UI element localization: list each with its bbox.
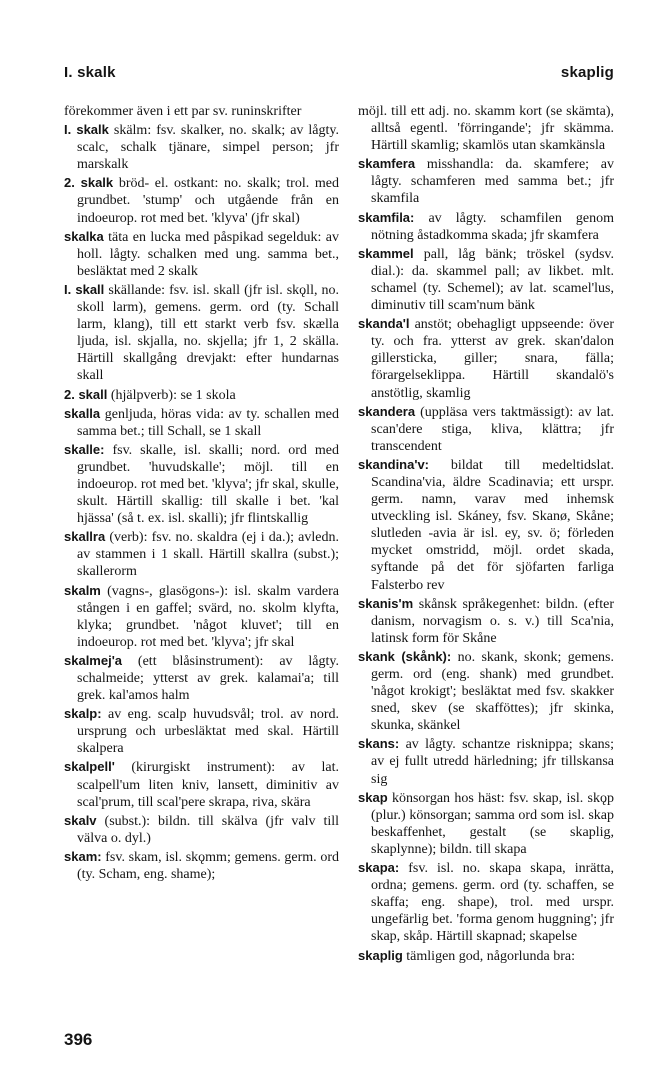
entry-headword: skam: <box>64 848 102 864</box>
dictionary-entry <box>64 528 339 580</box>
entry-text: av eng. scalp huvudsvål; trol. av nord. ursprung och urbesläktat med skal. Härtill skalpera <box>77 707 340 757</box>
entry-headword: skalp: <box>64 706 102 722</box>
entry-headword: skaplig <box>358 947 403 963</box>
entry-headword: skalpell' <box>64 759 115 775</box>
right-column <box>358 103 614 966</box>
dictionary-entry <box>64 386 339 404</box>
dictionary-entry <box>64 652 339 704</box>
entry-text: bröd- el. ostkant: no. skalk; trol. med grundbet. 'stump' och utgående från en indoeurop. rot med bet. 'klyva' (jfr skal) <box>77 176 339 226</box>
dictionary-entry <box>358 245 614 314</box>
entry-text: (uppläsa vers taktmässigt): av lat. scan'dere stiga, kliva, klättra; jfr transcendent <box>371 404 614 454</box>
entry-headword: skamfera <box>358 156 416 172</box>
entry-text: genljuda, höras vida: av ty. schallen med samma bet.; till Schall, se 1 skall <box>77 406 339 439</box>
dictionary-entry <box>64 758 339 810</box>
dictionary-entry <box>64 812 339 847</box>
entry-headword: skapa: <box>358 860 400 876</box>
entry-text: (verb): fsv. no. skaldra (ej i da.); avledn. av stammen i 1 skall. Härtill skallra (subst.); skallerorm <box>77 530 339 580</box>
dictionary-entry <box>64 103 339 120</box>
running-head-right: skaplig <box>560 64 614 81</box>
dictionary-entry <box>64 441 339 527</box>
dictionary-entry <box>358 403 614 455</box>
entry-text: no. skank, skonk; gemens. germ. ord (eng. shank) med grundbet. 'något krokigt'; besläktat med fsv. skakker sned, skev (se skafföttes); jfr skinka, skunka, skänkel <box>371 649 615 734</box>
entry-text: skälm: fsv. skalker, no. skalk; av lågty. scalc, schalk tjänare, simpel person; jfr marskalk <box>77 123 340 173</box>
dictionary-entry <box>358 103 614 154</box>
entry-headword: skalmej'a <box>64 652 123 668</box>
dictionary-entry <box>358 789 614 858</box>
entry-headword: skammel <box>358 245 414 261</box>
entry-headword: skalv <box>64 812 97 828</box>
entry-text: pall, låg bänk; tröskel (sydsv. dial.): da. skammel pall; av likbet. mlt. schamel (ty. Schemel); av lat. scamel'lus, diminutiv till scam'num bänk <box>371 246 614 314</box>
entry-headword: I. skall <box>64 281 105 297</box>
dictionary-entry <box>64 405 339 440</box>
entry-text: bildat till medeltidslat. Scandina'via, äldre Scadinavia; ett urspr. germ. namn, varav med inhemsk utveckling isl. Skáney, fsv. Skanø, Skåne; slutleden -avia är isl. ey, sv. ö; förleden mycket omstridd, möjl. ordet skada, syftande på det för sjöfarten farliga Falsterbo rev <box>371 457 614 593</box>
entry-headword: skanis'm <box>358 595 414 611</box>
entry-headword: skallra <box>64 529 106 545</box>
entry-text: tämligen god, någorlunda bra: <box>406 948 576 964</box>
entry-text: (hjälpverb): se 1 skola <box>110 387 236 403</box>
entry-text: täta en lucka med påspikad segelduk: av holl. lågty. schalken med ung. samma bet., besläktat med 2 skalk <box>77 229 340 279</box>
dictionary-entry <box>64 848 339 883</box>
entry-text: av lågty. schantze risknippa; skans; av ej fullt utredd härledning; jfr tillskansa sig <box>371 737 615 787</box>
entry-headword: skans: <box>358 736 400 752</box>
dictionary-entry <box>64 281 339 385</box>
entry-text: fsv. isl. no. skapa skapa, inrätta, ordna; gemens. germ. ord (ty. schaffen, se skaffa; eng. shape), trol. med urspr. ungefärlig bet. 'forma genom huggning'; jfr skap, skåp. Härtill skapnad; skapelse <box>371 861 614 945</box>
entry-headword: skandina'v: <box>358 456 430 472</box>
entry-text: skånsk språkegenhet: bildn. (efter danism, norvagism o. s. v.) till Sca'nia, latinsk form för Skåne <box>371 596 614 646</box>
dictionary-entry <box>358 155 614 207</box>
entry-text: könsorgan hos häst: fsv. skap, isl. skǫp (plur.) könsorgan; samma ord som isl. skap beskaffenhet, gestalt (se skaplig, skaplynne); bildn. till skapa <box>371 790 615 857</box>
entry-text: av lågty. schamfilen genom nötning åstadkomma skada; jfr skamfera <box>371 210 614 243</box>
entry-text: (vagns-, glasögons-): isl. skalm vardera stången i en gaffel; svärd, no. skolm klyfta, klyka; grundbet. 'något kluvet'; till en indoeurop. rot med bet. 'klyva'; jfr skal <box>77 583 340 650</box>
entry-text: anstöt; obehagligt uppseende: över ty. och fra. ytterst av grek. skan'dalon gillersticka, giller; snara, fälla; förargelseklippa. Härtill skandalö's anstötlig, skamlig <box>371 317 614 401</box>
entry-text: fsv. skam, isl. skǫmm; gemens. germ. ord (ty. Scham, eng. shame); <box>77 849 340 883</box>
dictionary-entry <box>358 735 614 787</box>
entry-headword: skandera <box>358 403 416 419</box>
dictionary-entry <box>358 456 614 594</box>
entry-headword: I. skalk <box>64 122 109 138</box>
dictionary-entry <box>64 705 339 757</box>
dictionary-entry <box>358 648 614 734</box>
left-column <box>64 103 339 884</box>
entry-headword: skank (skånk): <box>358 648 452 664</box>
running-head-left: I. skalk <box>64 64 116 81</box>
dictionary-entry <box>358 947 614 965</box>
entry-headword: skalka <box>64 228 104 244</box>
entry-headword: skanda'l <box>358 316 410 332</box>
entry-text: förekommer även i ett par sv. runinskrifter <box>64 104 302 119</box>
entry-headword: skamfila: <box>358 209 415 225</box>
dictionary-entry <box>64 121 339 173</box>
dictionary-entry <box>64 174 339 226</box>
dictionary-entry <box>64 582 339 651</box>
page-number: 396 <box>64 1030 93 1049</box>
entry-text: (ett blåsinstrument): av lågty. schalmeide; ytterst av grek. kalamai'a; till grek. kal'amos halm <box>77 653 339 704</box>
entry-text: (subst.): bildn. till skälva (jfr valv till välva o. dyl.) <box>77 813 339 846</box>
entry-headword: skalm <box>64 582 101 598</box>
entry-text: skällande: fsv. isl. skall (jfr isl. skǫll, no. skoll larm), gemens. germ. ord (ty. Schall larm, klang), till ett starkt verb fsv. skælla ljuda, isl. skjalla, no. skjella; jfr 1, 2 skälla. Härtill skallgång drevjakt: efter hundarnas skall <box>77 282 339 384</box>
entry-text: fsv. skalle, isl. skalli; nord. ord med grundbet. 'huvudskalle'; möjl. till en indoeurop. rot med bet. 'klyva'; jfr skal, skulle, skult. Härtill skallig: till skalle i bet. 'kal hjässa' (så t. ex. isl. skalli); jfr flintskallig <box>77 442 339 527</box>
entry-headword: 2. skall <box>64 386 108 402</box>
entry-text: möjl. till ett adj. no. skamm kort (se skämta), alltså egentl. 'förringande'; jfr skämma. Härtill skamlig; skamlös utan skamkänsla <box>358 104 614 154</box>
entry-headword: skalla <box>64 405 101 421</box>
dictionary-entry <box>64 228 339 280</box>
dictionary-entry <box>358 595 614 647</box>
dictionary-entry <box>358 209 614 244</box>
dictionary-entry <box>358 315 614 401</box>
entry-headword: skap <box>358 789 388 805</box>
entry-headword: skalle: <box>64 441 105 457</box>
entry-headword: 2. skalk <box>64 175 114 191</box>
entry-text: (kirurgiskt instrument): av lat. scalpell'um liten kniv, lansett, diminitiv av scal'prum, till scal'pere skrapa, riva, skära <box>77 760 340 810</box>
entry-text: misshandla: da. skamfere; av lågty. schamferen med samma bet.; jfr skamfila <box>371 157 614 207</box>
dictionary-entry <box>358 859 614 945</box>
